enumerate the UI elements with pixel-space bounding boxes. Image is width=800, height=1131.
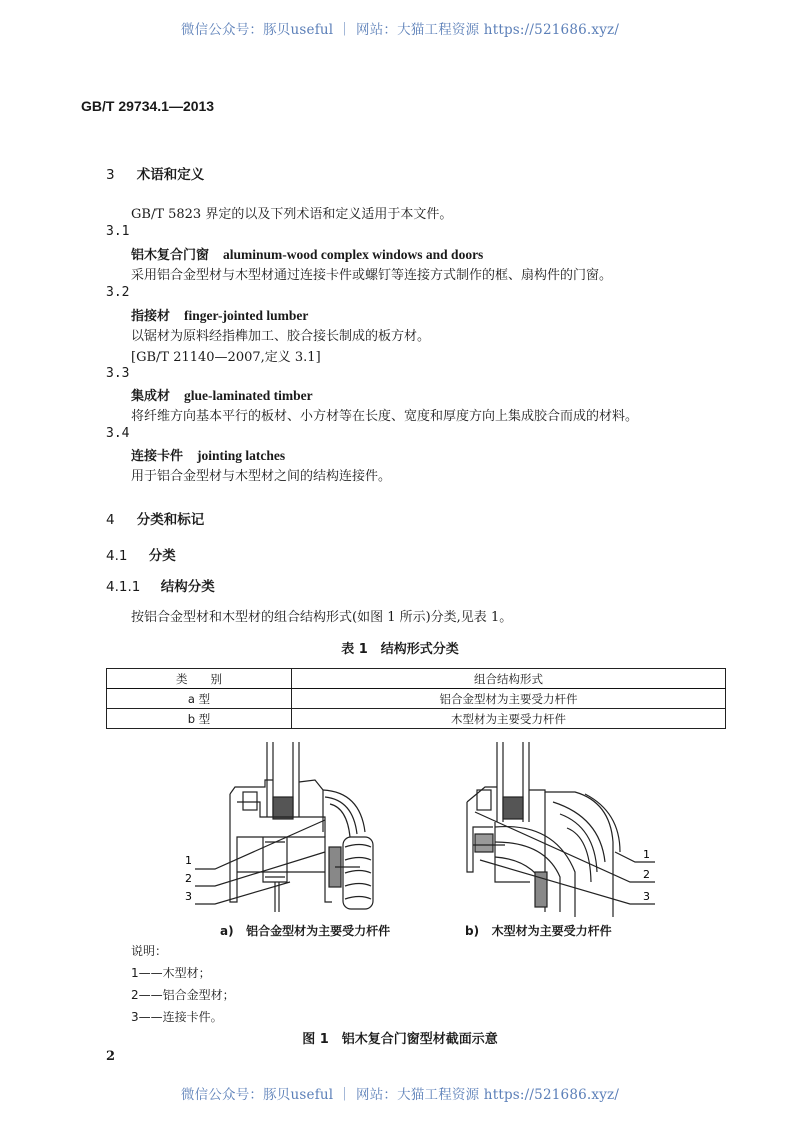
term-3-2-title bbox=[131, 305, 308, 324]
table-row bbox=[107, 709, 726, 729]
section-4-1-1-heading bbox=[106, 575, 215, 595]
page-number: 2 bbox=[106, 1049, 116, 1064]
figure-b-cross-section bbox=[435, 742, 665, 917]
term-3-3-definition: 将纤维方向基本平行的板材、小方材等在长度、宽度和厚度方向上集成胶合而成的材料。 bbox=[131, 409, 639, 424]
section-title: 术语和定义 bbox=[136, 167, 205, 183]
subfigure-label: a) bbox=[220, 924, 234, 938]
figure-a-caption bbox=[220, 922, 390, 939]
table-header-cell: 类 别 bbox=[107, 669, 292, 689]
section-number: 4.1.1 bbox=[106, 579, 141, 595]
section-3-intro: GB/T 5823 界定的以及下列术语和定义适用于本文件。 bbox=[131, 207, 453, 222]
term-number: 3.1 bbox=[106, 224, 130, 239]
table-row bbox=[107, 689, 726, 709]
section-number: 4.1 bbox=[106, 548, 128, 564]
figure-b-caption bbox=[465, 922, 612, 939]
callout-1: 1 bbox=[643, 848, 650, 861]
subfigure-label: b) bbox=[465, 924, 480, 938]
structure-classification-table bbox=[106, 668, 726, 729]
section-4-1-heading bbox=[106, 544, 176, 564]
term-3-1-title bbox=[131, 244, 483, 263]
table-cell: a 型 bbox=[107, 689, 292, 709]
section-title: 分类和标记 bbox=[136, 512, 205, 528]
term-3-2-definition: 以锯材为原料经指榫加工、胶合接长制成的板方材。 bbox=[131, 329, 431, 344]
legend-title: 说明： bbox=[131, 944, 168, 958]
subfigure-caption: 木型材为主要受力杆件 bbox=[491, 924, 612, 938]
term-3-4-definition: 用于铝合金型材与木型材之间的结构连接件。 bbox=[131, 469, 392, 484]
term-3-1-definition: 采用铝合金型材与木型材通过连接卡件或螺钉等连接方式制作的框、扇构件的门窗。 bbox=[131, 268, 613, 283]
term-zh: 连接卡件 bbox=[131, 449, 184, 464]
section-4-intro: 按铝合金型材和木型材的组合结构形式(如图 1 所示)分类,见表 1。 bbox=[131, 610, 513, 625]
table-header-row bbox=[107, 669, 726, 689]
term-number: 3.2 bbox=[106, 285, 130, 300]
term-zh: 集成材 bbox=[131, 389, 171, 404]
legend-item: 3——连接卡件。 bbox=[131, 1010, 223, 1024]
term-en: aluminum-wood complex windows and doors bbox=[223, 247, 484, 262]
callout-2: 2 bbox=[643, 868, 650, 881]
term-3-2-source: [GB/T 21140—2007,定义 3.1] bbox=[131, 350, 321, 365]
watermark-top: 微信公众号：豚贝useful ｜ 网站：大猫工程资源 https://521686.xyz/ bbox=[180, 22, 620, 38]
legend-item: 2——铝合金型材； bbox=[131, 988, 235, 1002]
section-3-heading bbox=[106, 163, 204, 183]
term-en: jointing latches bbox=[197, 448, 286, 463]
callout-1: 1 bbox=[185, 854, 192, 867]
callout-3: 3 bbox=[185, 890, 192, 903]
section-title: 分类 bbox=[148, 548, 176, 564]
section-title: 结构分类 bbox=[160, 579, 215, 595]
term-number: 3.3 bbox=[106, 366, 130, 381]
table-title: 表 1 结构形式分类 bbox=[341, 642, 459, 657]
term-zh: 指接材 bbox=[131, 309, 171, 324]
term-en: finger-jointed lumber bbox=[184, 308, 309, 323]
legend-item: 1——木型材； bbox=[131, 966, 211, 980]
table-cell: 铝合金型材为主要受力杆件 bbox=[292, 689, 726, 709]
term-3-3-title bbox=[131, 385, 313, 404]
figure-title: 图 1 铝木复合门窗型材截面示意 bbox=[302, 1032, 498, 1047]
table-cell: 木型材为主要受力杆件 bbox=[292, 709, 726, 729]
callout-2: 2 bbox=[185, 872, 192, 885]
table-header-cell: 组合结构形式 bbox=[292, 669, 726, 689]
watermark-bottom: 微信公众号：豚贝useful ｜ 网站：大猫工程资源 https://521686.xyz/ bbox=[180, 1087, 620, 1103]
term-3-4-title bbox=[131, 445, 285, 464]
term-zh: 铝木复合门窗 bbox=[131, 248, 210, 263]
callout-3: 3 bbox=[643, 890, 650, 903]
subfigure-caption: 铝合金型材为主要受力杆件 bbox=[246, 924, 391, 938]
section-number: 4 bbox=[106, 512, 115, 528]
term-en: glue-laminated timber bbox=[184, 388, 313, 403]
figure-a-cross-section bbox=[175, 742, 395, 917]
section-4-heading bbox=[106, 508, 204, 528]
section-number: 3 bbox=[106, 167, 115, 183]
term-number: 3.4 bbox=[106, 426, 130, 441]
table-cell: b 型 bbox=[107, 709, 292, 729]
standard-number: GB/T 29734.1—2013 bbox=[81, 98, 215, 114]
